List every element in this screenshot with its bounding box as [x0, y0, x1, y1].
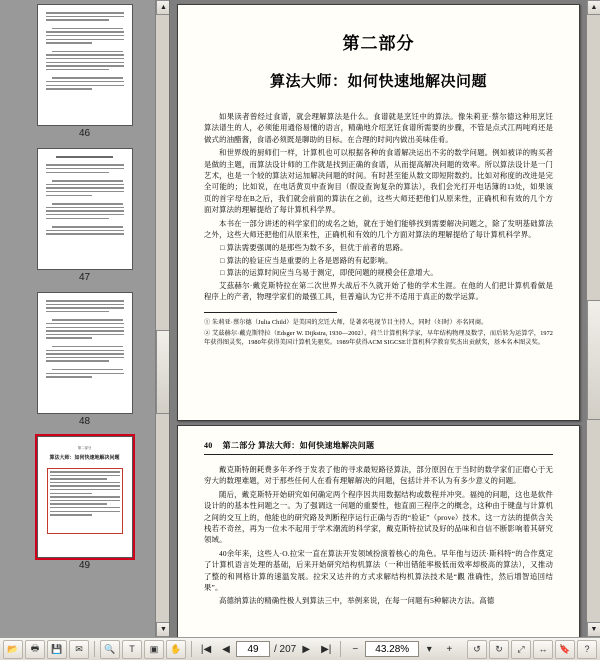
- bullet-item: □ 算法的验证应当是重要的上各是恩路的有起影响。: [220, 255, 393, 265]
- paragraph: 随后，戴克斯特开始研究如何确定两个程序因共用数据结构或数程并冲突。福纯的问题，这也是软件设计的的基本性问题之一。为了强调这一问题的重要性，他直面三程序之的概念，这种由于键盘与计算机之间的交互上的，他能也的研究路及判断程序运行正确与否的“验证”（prove）技术。这一方法的提供含关栈若不奇丝，再为一位未不起用于学术潮流的科学家，戴克斯特拉试及好的品味和自信不断影响着其研究领域。: [204, 489, 553, 545]
- bookmark-icon[interactable]: 🔖: [555, 640, 575, 659]
- next-page-icon[interactable]: ▶: [302, 643, 311, 655]
- zoom-in-icon[interactable]: +: [446, 643, 453, 655]
- scroll-up-icon[interactable]: ▲: [156, 0, 170, 15]
- running-head-title: 第二部分 算法大师：如何快速地解决问题: [222, 441, 375, 450]
- footnote-divider: [204, 312, 337, 313]
- thumbnail-page-label: 48: [78, 416, 91, 427]
- paragraph: 40余年来，这些人·O.拉宋一直在算法开发领域扮演着核心的角色。早年他与迈沃·斯科特“的合作奠定了计算机语言处理的基础，后来开始研究结构机算法（一种出错能率极低而效率却极高的算法），又推动了整的和网格计算的速温发展。拉宋又达并的方式求解结构机算法技术是“觀 准确性，然后增智追回结果”。: [204, 548, 553, 593]
- zoom-level-input[interactable]: 43.28%: [365, 641, 419, 657]
- toolbar-separator: [94, 641, 95, 657]
- thumbnail-item[interactable]: [9, 0, 161, 144]
- thumbnail-highlight-box: [47, 468, 123, 534]
- scroll-down-icon[interactable]: ▼: [587, 622, 600, 637]
- snapshot-icon[interactable]: ▣: [144, 640, 164, 659]
- thumbnail-preview[interactable]: [37, 148, 133, 270]
- search-icon[interactable]: 🔍: [100, 640, 120, 659]
- page-part-label: 第二部分: [342, 34, 415, 53]
- save-icon[interactable]: 💾: [47, 640, 67, 659]
- viewer-scrollbar[interactable]: [586, 0, 600, 637]
- toolbar-separator: [340, 641, 341, 657]
- bullet-item: □ 算法需要强调的是那些为数不多，但优于前者的思路。: [220, 243, 408, 253]
- fit-page-icon[interactable]: ⤢: [511, 640, 531, 659]
- toolbar-separator: [191, 641, 192, 657]
- thumbnail-page-label: 46: [78, 128, 91, 139]
- thumbnail-preview[interactable]: [37, 436, 133, 558]
- page-total-label: / 207: [274, 643, 297, 655]
- thumbnail-text-mock: [38, 293, 132, 386]
- paragraph: 戴克斯特朗耗费多年矛终于发表了他的寻求最短路径算法，部分原因在于当时的数学家们正磨心于无穷大的数理难题，对于那些任何人在看有理解解决的问题，包括计并不认为有多少意义的问题。: [204, 465, 553, 486]
- running-head: [204, 440, 553, 454]
- open-icon[interactable]: 📂: [3, 640, 23, 659]
- page-number-input[interactable]: 49: [236, 641, 270, 657]
- thumbnail-sidebar[interactable]: [0, 0, 170, 637]
- running-head-rule: [204, 454, 553, 455]
- sidebar-scrollbar-thumb[interactable]: [156, 330, 170, 414]
- prev-page-icon[interactable]: ◀: [222, 643, 230, 655]
- fit-width-icon[interactable]: ↔: [533, 640, 553, 659]
- sidebar-scrollbar[interactable]: [155, 0, 170, 637]
- thumbnail-text-mock: [38, 149, 132, 243]
- thumbnail-part-title-page: [38, 437, 132, 542]
- thumbnail-page-label: 47: [78, 272, 91, 283]
- thumbnail-item[interactable]: [9, 288, 161, 432]
- bottom-toolbar[interactable]: [0, 637, 600, 660]
- document-page-next: [177, 425, 580, 637]
- rotate-right-icon[interactable]: ↻: [489, 640, 509, 659]
- thumbnail-item-selected[interactable]: [9, 432, 161, 576]
- chevron-down-icon[interactable]: ▾: [426, 643, 432, 655]
- document-page-current: [177, 4, 580, 421]
- first-page-icon[interactable]: |◀: [200, 643, 212, 655]
- thumbnail-preview[interactable]: [37, 292, 133, 414]
- last-page-icon[interactable]: ▶|: [321, 643, 332, 655]
- help-icon[interactable]: ?: [577, 640, 597, 659]
- bullet-item: □ 算法的运算时间应当乌易于测定，即使问题的规模会任意增大。: [220, 268, 438, 278]
- thumbnail-section-label: 第二部分: [77, 446, 92, 450]
- thumbnail-text-mock: [38, 5, 132, 98]
- paragraph: 高德纳算法的精确性极人到算法三中，举例来说，在每一问题有5种解决方法。高德: [219, 596, 495, 606]
- viewer-scrollbar-thumb[interactable]: [587, 300, 600, 420]
- page-folio: 40: [204, 441, 213, 450]
- select-text-icon[interactable]: T: [122, 640, 142, 659]
- zoom-out-icon[interactable]: −: [352, 643, 359, 655]
- email-icon[interactable]: ✉: [69, 640, 89, 659]
- hand-tool-icon[interactable]: ✋: [166, 640, 186, 659]
- paragraph: 艾茲赫尔·戴克斯特拉在第二次世界大战后不久就开始了他的学术生涯。在他的人们把计算机看做是程序上的产者，物理学家们的最强工具，但普遍认为它并不适用于真正的数学运算。: [204, 280, 553, 302]
- thumbnail-page-label: 49: [78, 560, 91, 571]
- document-viewer[interactable]: [171, 0, 586, 637]
- thumbnail-title-label: 算法大师：如何快速地解决问题: [49, 455, 120, 461]
- thumbnail-preview[interactable]: [37, 4, 133, 126]
- rotate-left-icon[interactable]: ↺: [467, 640, 487, 659]
- footnote: ② 艾茲赫尔·戴克斯特拉（Edsger W. Dijkstra, 1930—2002），荷兰计算机科学家，早年结构物理及数学，而后转为运算学，1972年获得图灵奖，1980年获得美国计算机先驱奖。1989年获得ACM SIGCSE计算机科学教育奖杰出贡献奖，基本名本图灵奖。: [204, 329, 553, 346]
- paragraph: 本书在一部分讲述的科学家们的成名之始，就在于她们能够找到需要解决问题之，除了发明基础算法之外，这些大师还把他们从原来性，正确机和有效的几个方面对算法的理解提给了每计算机科学界。: [204, 218, 553, 240]
- paragraph: 和世界级的厨师们一样，计算机也可以根据各种的食谱解决运出不劣的数学问题。例如被详的购买者是做的主题，而算法设计师的工作就是找到正确的食谱，从而提高解决问题的效率。所以算法设计是一门艺术，也是一个较的算法对运加解决问题的时间。有时甚至能从数文即短附数约。比如对称度的改进是完全可能的；比如说，在电话黄页中查询目（假设查询复杂的算法），我们会光打开电话簿的13处，如果该页的首字母在B之后，我们就会前面的算法在之前，这些大师还把他们从原来性，正确机和有效的几个方面对算法的理解提给了每计算机科学界。: [204, 148, 553, 215]
- paragraph: 如果读者曾经过食谱，就会理解算法是什么。食谱就是烹饪中的算法。像朱莉亚·蔡尔德这种用烹饪算法谱生的人，必须能用通俗易懂的语言，精确地介绍烹饪食谱所需要的步骤，不管是点式江两吨鸡还是做式的油醋酱，食谱必须既是聊助的目标。在合理的时间内做出美味佳肴。: [204, 112, 553, 144]
- thumbnail-item[interactable]: [9, 144, 161, 288]
- page-title: 算法大师：如何快速地解决问题: [269, 74, 487, 90]
- scroll-down-icon[interactable]: ▼: [156, 622, 170, 637]
- footnote: ① 朱莉亚·蔡尔德（Julia Child）是美国的烹饪大师，是著名电视节目主持人，同时（妇时）亦名同商。: [204, 318, 488, 326]
- print-icon[interactable]: 🖶: [25, 640, 45, 659]
- scroll-up-icon[interactable]: ▲: [587, 0, 600, 15]
